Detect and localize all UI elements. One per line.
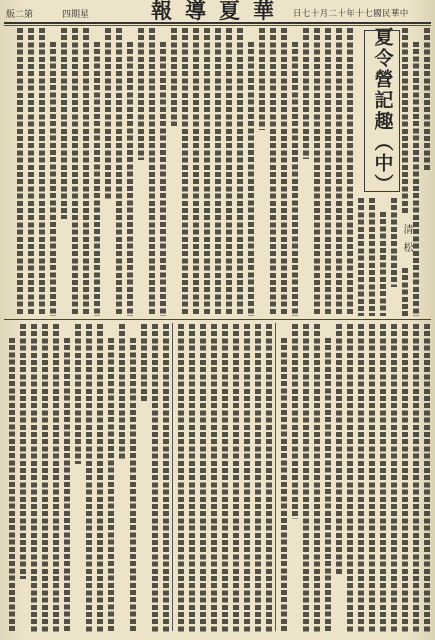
text-column — [31, 324, 37, 632]
text-column — [9, 338, 15, 632]
text-column — [163, 324, 169, 632]
issue-date: 中華民國七十年十二月十七日 — [293, 9, 409, 19]
newspaper-masthead: 華夏導報 — [151, 0, 287, 23]
text-column — [152, 324, 158, 632]
text-column — [141, 324, 147, 402]
page-number: 第二版 — [6, 10, 34, 20]
article-title: 夏令營記趣（中） — [371, 27, 394, 195]
text-column — [75, 324, 81, 464]
article-author: 清松 — [401, 224, 412, 260]
text-column — [119, 324, 125, 459]
text-column — [20, 324, 26, 579]
weekday: 星期四 — [62, 10, 90, 20]
text-column — [108, 338, 114, 632]
text-column — [130, 338, 136, 632]
text-column — [42, 324, 48, 632]
text-column — [97, 324, 103, 632]
text-column — [86, 324, 92, 632]
text-column — [64, 338, 70, 632]
text-column — [53, 324, 59, 632]
